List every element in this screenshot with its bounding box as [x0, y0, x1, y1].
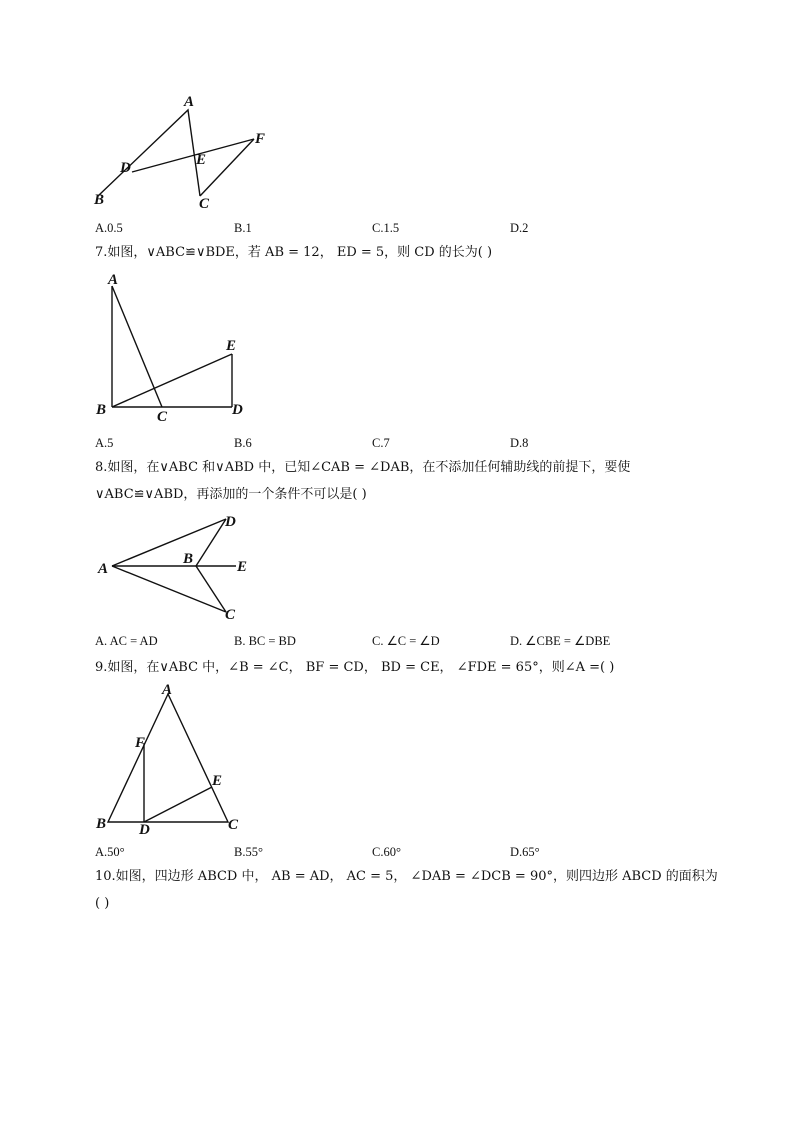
q7-line-b-e: [112, 354, 232, 407]
q8-line-a-c: [112, 566, 226, 612]
q7-label-c: C: [157, 409, 168, 425]
q8-label-d: D: [225, 514, 236, 530]
q6-label-e: E: [196, 152, 207, 168]
q9-option-d[interactable]: D.65°: [510, 845, 540, 859]
q8-figure: [92, 508, 262, 628]
q8-option-c[interactable]: C. ∠C = ∠D: [372, 634, 440, 648]
q7-label-d: D: [232, 402, 243, 418]
q7-figure: [92, 268, 252, 428]
q6-label-a: A: [184, 94, 195, 110]
q10-stem-line2: ( ): [95, 896, 110, 911]
q9-label-e: E: [212, 773, 223, 789]
q6-label-d: D: [120, 160, 131, 176]
q6-line-f-c: [200, 139, 254, 196]
q6-label-c: C: [199, 196, 210, 212]
q8-option-b[interactable]: B. BC = BD: [234, 634, 296, 648]
q9-option-a[interactable]: A.50°: [95, 845, 125, 859]
q7-label-a: A: [108, 272, 119, 288]
q6-option-a[interactable]: A.0.5: [95, 221, 123, 235]
q6-option-d[interactable]: D.2: [510, 221, 529, 235]
q6-label-b: B: [94, 192, 105, 208]
q8-stem-line2: ∨ABC≌∨ABD，再添加的一个条件不可以是( ): [95, 487, 367, 502]
q6-option-b[interactable]: B.1: [234, 221, 252, 235]
q10-stem-line1: 10.如图，四边形 ABCD 中， AB = AD， AC = 5， ∠DAB = ∠DCB = 90°，则四边形 ABCD 的面积为: [95, 869, 718, 884]
q8-line-d-b: [196, 519, 226, 566]
q8-stem-line1: 8.如图，在∨ABC 和∨ABD 中，已知∠CAB = ∠DAB，在不添加任何辅助线的前提下，要使: [95, 460, 631, 475]
q9-option-b[interactable]: B.55°: [234, 845, 263, 859]
q9-label-d: D: [139, 822, 150, 837]
q8-option-a[interactable]: A. AC = AD: [95, 634, 158, 648]
q8-label-b: B: [183, 551, 194, 567]
q6-label-f: F: [255, 131, 266, 147]
q8-line-b-c: [196, 566, 226, 612]
q8-line-a-d: [112, 519, 226, 566]
q9-label-f: F: [135, 735, 146, 751]
q8-label-c: C: [225, 607, 236, 623]
q9-line-d-e: [144, 787, 212, 822]
q9-label-a: A: [162, 682, 173, 698]
q8-label-e: E: [237, 559, 248, 575]
q9-triangle-abc: [108, 694, 228, 822]
q7-option-d[interactable]: D.8: [510, 436, 529, 450]
q6-figure: [90, 92, 280, 212]
q7-stem: 7.如图，∨ABC≌∨BDE，若 AB = 12， ED = 5，则 CD 的长为( ): [95, 245, 493, 260]
q7-label-e: E: [226, 338, 237, 354]
q7-option-c[interactable]: C.7: [372, 436, 390, 450]
q9-label-c: C: [228, 817, 239, 833]
q9-stem: 9.如图，在∨ABC 中，∠B = ∠C， BF = CD， BD = CE， ∠FDE = 65°，则∠A =( ): [95, 660, 615, 675]
q8-label-a: A: [98, 561, 109, 577]
q7-label-b: B: [96, 402, 107, 418]
q9-option-c[interactable]: C.60°: [372, 845, 401, 859]
q7-option-a[interactable]: A.5: [95, 436, 114, 450]
q7-option-b[interactable]: B.6: [234, 436, 252, 450]
q9-label-b: B: [96, 816, 107, 832]
q6-line-b-a-c: [98, 110, 200, 196]
q6-option-c[interactable]: C.1.5: [372, 221, 400, 235]
q8-option-d[interactable]: D. ∠CBE = ∠DBE: [510, 634, 611, 648]
q9-figure: [92, 682, 252, 837]
